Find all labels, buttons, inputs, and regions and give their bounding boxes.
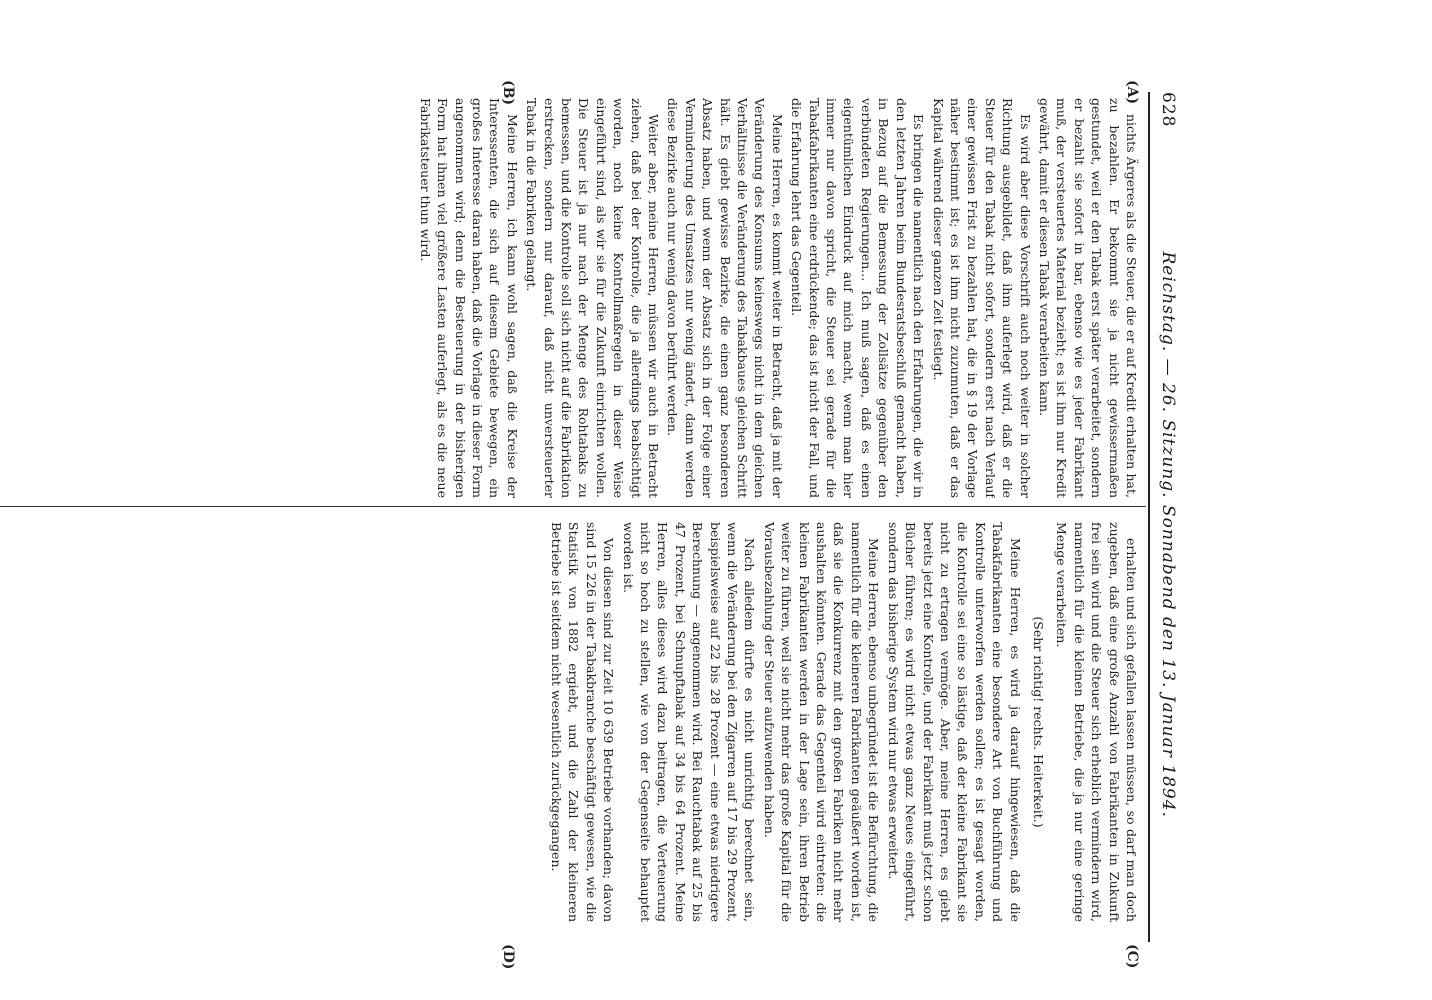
paragraph: Es bringen die namentlich nach den Erfahrungen, die wir in den letzten Jahren beim Bundesratsbeschluß gemacht haben, in Bezug auf die Bemessung der Zollsätze gegenüber den verbündeten Regierungen... Ich muß sagen, daß es einen eigentümlichen Eindruck auf mich macht, wenn man hier immer nur davon spricht, die Steuer sei gerade für die Tabakfabrikanten eine erdrückende; das ist nicht der Fall, und die Erfahrung lehrt das Gegenteil.	[789, 98, 927, 498]
paragraph: Es wird aber diese Vorschrift auch noch weiter in solcher Richtung ausgebildet, daß ihm auferlegt wird, daß er die Steuer für den Tabak nicht sofort, sondern erst nach Verlauf einer gewissen Frist zu bezahlen hat, die in § 19 der Vorlage näher bestimmt ist; es ist ihm nicht zuzumuten, daß er das Kapital während dieser ganzen Zeit festlegt.	[930, 98, 1033, 498]
paragraph: Meine Herren, es wird ja darauf hingewiesen, daß die Tabakfabrikanten eine besondere Art von Buchführung und Kontrolle unterworfen werden sollen; es ist gesagt worden, die Kontrolle sei eine so lästige, daß der kleine Fabrikant sie nicht zu ertragen vermöge. Aber, meine Herren, es giebt bereits jetzt eine Kontrolle, und der Fabrikant muß jetzt schon Bücher führen; es wird nicht etwas ganz Neues eingeführt, sondern das bisherige System wird nur etwas erweitert.	[885, 522, 1023, 922]
paragraph: Meine Herren, es kommt weiter in Betracht, daß ja mit der Veränderung des Konsums keineswegs nicht in dem gleichen Verhältnisse die Veränderung des Tabakbaues gleichen Schritt hält. Es giebt gewisse Bezirke, die einen ganz besonderen Absatz haben, und wenn der Absatz sich in der Folge einer Verminderung des Umsatzes nur wenig ändert, dann werden diese Bezirke auch nur wenig davon berührt werden.	[665, 98, 785, 498]
column-divider	[0, 506, 1146, 507]
page-header	[1154, 92, 1182, 942]
margin-marker-a: (A)	[1124, 80, 1140, 105]
interjection: (Sehr richtig! rechts. Heiterkeit.)	[1030, 616, 1046, 828]
paragraph: Nach alledem dürfte es nicht unrichtig berechnet sein, wenn die Veränderung bei den Zigarren auf 17 bis 29 Prozent, beispielsweise auf 22 bis 28 Prozent — eine etwas niedrigere Berechnung — angenommen wird. Bei Rauchtabak auf 25 bis 47 Prozent, bei Schnupftabak auf 34 bis 64 Prozent. Meine Herren, alles dieses wird dazu beitragen, die Verteuerung nicht so hoch zu stellen, wie von der Gegenseite behauptet worden ist.	[620, 522, 758, 922]
paragraph: Von diesen sind zur Zeit 10 639 Betriebe vorhanden; davon sind 15 226 in der Tabakbranche beschäftigt gewesen, wie die Statistik von 1882 ergiebt, und die Zahl der kleineren Betriebe ist seitdem nicht wesentlich zurückgegangen.	[549, 522, 617, 922]
paragraph: Meine Herren, ebenso unbegründet ist die Befürchtung, die namentlich für die kleineren Fabrikanten geäußert worden ist, daß sie die Konkurrenz mit den großen Fabriken nicht mehr aushalten könnten. Gerade das Gegenteil wird eintreten: die kleinen Fabrikanten werden in der Lage sein, ihren Betrieb weiter zu führen, weil sie nicht mehr das große Kapital für die Vorausbezahlung der Steuer aufzuwenden haben.	[761, 522, 882, 922]
left-column	[0, 98, 1140, 498]
right-column	[0, 522, 1140, 922]
header-rule	[1148, 92, 1150, 942]
paragraph: Weiter aber, meine Herren, müssen wir auch in Betracht ziehen, daß bei der Kontrolle, die ja allerdings beabsichtigt worden, noch keine Kontrollmaßregeln in dieser Weise eingeführt sind, als wir sie für die Zukunft einrichten wollen. Die Steuer ist ja nur nach der Menge des Rohtabaks zu bemessen, und die Kontrolle soll sich nicht auf die Fabrikation erstrecken, sondern nur darauf, daß nicht unversteuerter Tabak in die Fabriken gelangt.	[524, 98, 662, 498]
margin-marker-d: (D)	[500, 944, 516, 970]
paragraph: nichts Ärgeres als die Steuer, die er auf Kredit erhalten hat, zu bezahlen. Er bekommt sie ja nicht gewissermaßen gestundet, weil er den Tabak erst später verarbeitet, sondern er bezahlt sie sofort in bar, ebenso wie es jeder Fabrikant muß, der versteuertes Material bezieht; es ist ihm nur Kredit gewährt, damit er diesen Tabak verarbeiten kann.	[1036, 98, 1139, 498]
margin-marker-c: (C)	[1124, 944, 1140, 969]
paragraph: Meine Herren, ich kann wohl sagen, daß die Kreise der Interessenten, die sich auf diesem Gebiete bewegen, ein großes Interesse daran haben, daß die Vorlage in dieser Form angenommen wird; denn die Besteuerung in der bisherigen Form hat ihnen viel größere Lasten auferlegt, als es die neue Fabrikatsteuer thun wird.	[417, 98, 520, 498]
running-title: Reichstag. — 26. Sitzung. Sonnabend den 13. Januar 1894.	[1158, 251, 1178, 818]
paragraph: erhalten und sich gefallen lassen müssen, so darf man doch zugeben, daß eine große Anzahl von Fabrikanten in Zukunft frei sein wird und die Steuer sich erheblich vermindern wird, namentlich für die kleinen Betriebe, die ja nur eine geringe Menge verarbeiten.	[1054, 522, 1139, 922]
page-number: 628	[1158, 92, 1178, 128]
margin-marker-b: (B)	[500, 80, 516, 106]
